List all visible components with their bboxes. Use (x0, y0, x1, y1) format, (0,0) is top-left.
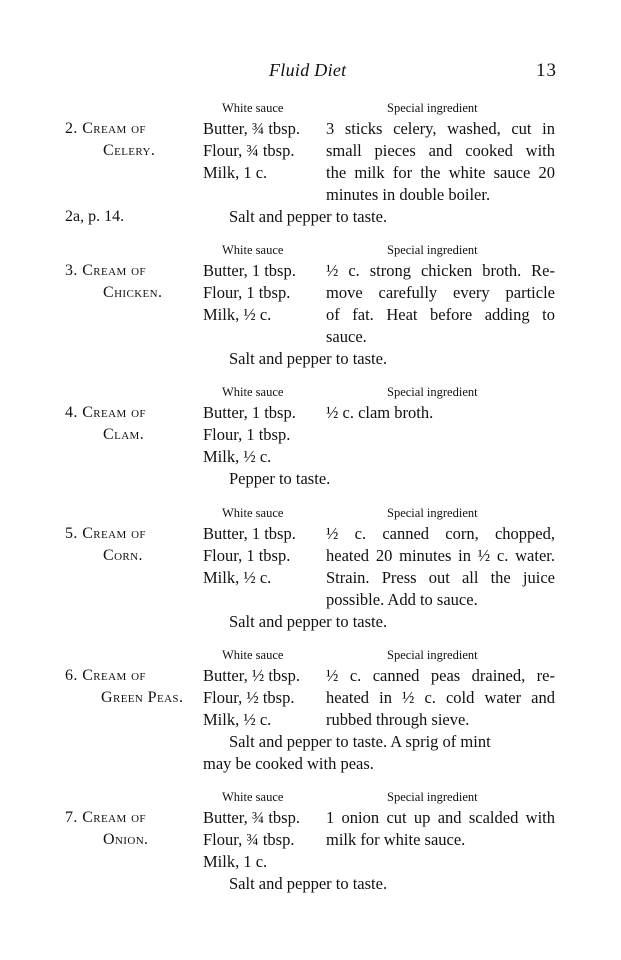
column-headings (0, 648, 621, 664)
page-number: 13 (536, 60, 557, 81)
white-sauce-item: Milk, ½ c. (203, 305, 272, 324)
white-sauce-heading: White sauce (222, 385, 284, 399)
white-sauce-list (203, 523, 296, 589)
special-line: ½ c. strong chicken broth. Re- (326, 261, 555, 280)
column-headings (0, 243, 621, 259)
running-title: Fluid Diet (269, 60, 347, 80)
special-ingredient-text (326, 523, 555, 611)
cross-reference: 2a, p. 14. (65, 208, 125, 225)
special-line: ½ c. clam broth. (326, 403, 434, 422)
recipe-name-line2: Celery. (103, 142, 156, 159)
special-line: rubbed through sieve. (326, 710, 470, 729)
special-line: sauce. (326, 327, 367, 346)
special-line: heated 20 minutes in ½ c. water. (326, 546, 555, 565)
special-line: heated in ½ c. cold water and (326, 688, 555, 707)
seasoning-note: Pepper to taste. (229, 469, 331, 488)
white-sauce-list (203, 118, 300, 184)
special-ingredient-text (326, 260, 555, 348)
white-sauce-item: Milk, 1 c. (203, 163, 268, 182)
special-line: of fat. Heat before adding to (326, 305, 555, 324)
special-line: small pieces and cooked with (326, 141, 555, 160)
white-sauce-item: Flour, ½ tbsp. (203, 688, 295, 707)
recipe-name-line1: 2. Cream of (65, 120, 146, 137)
special-ingredient-heading: Special ingredient (387, 101, 478, 115)
seasoning-note-continued: may be cooked with peas. (203, 754, 374, 773)
column-headings (0, 506, 621, 522)
white-sauce-item: Flour, ¾ tbsp. (203, 830, 295, 849)
special-line: ½ c. canned peas drained, re- (326, 666, 555, 685)
recipe-name-line1: 5. Cream of (65, 525, 146, 542)
white-sauce-item: Flour, 1 tbsp. (203, 546, 291, 565)
special-line: 3 sticks celery, washed, cut in (326, 119, 555, 138)
special-line: ½ c. canned corn, chopped, (326, 524, 555, 543)
white-sauce-item: Butter, ¾ tbsp. (203, 808, 300, 827)
special-ingredient-text (326, 807, 555, 851)
recipe-name-line1: 4. Cream of (65, 404, 146, 421)
special-line: minutes in double boiler. (326, 185, 491, 204)
white-sauce-item: Butter, ½ tbsp. (203, 666, 300, 685)
special-line: move carefully every particle (326, 283, 555, 302)
white-sauce-item: Flour, ¾ tbsp. (203, 141, 295, 160)
seasoning-note: Salt and pepper to taste. (229, 207, 388, 226)
special-ingredient-heading: Special ingredient (387, 648, 478, 662)
special-ingredient-heading: Special ingredient (387, 790, 478, 804)
recipe-name-line2: Onion. (103, 831, 149, 848)
white-sauce-item: Milk, 1 c. (203, 852, 268, 871)
white-sauce-item: Butter, 1 tbsp. (203, 524, 296, 543)
recipe-name-line1: 3. Cream of (65, 262, 146, 279)
column-headings (0, 101, 621, 117)
recipe-name-line2: Corn. (103, 547, 143, 564)
special-ingredient-text (326, 402, 555, 424)
special-line: the milk for the white sauce 20 (326, 163, 555, 182)
recipe-name-line1: 6. Cream of (65, 667, 146, 684)
white-sauce-item: Flour, 1 tbsp. (203, 425, 291, 444)
recipe-name-line2: Clam. (103, 426, 145, 443)
white-sauce-list (203, 665, 300, 731)
special-line: milk for white sauce. (326, 830, 466, 849)
white-sauce-heading: White sauce (222, 243, 284, 257)
seasoning-note: Salt and pepper to taste. (229, 874, 388, 893)
white-sauce-item: Milk, ½ c. (203, 447, 272, 466)
white-sauce-list (203, 260, 296, 326)
white-sauce-item: Butter, 1 tbsp. (203, 403, 296, 422)
seasoning-note: Salt and pepper to taste. A sprig of mint (229, 732, 491, 751)
special-line: Strain. Press out all the juice (326, 568, 555, 587)
recipe-name-line1: 7. Cream of (65, 809, 146, 826)
white-sauce-item: Milk, ½ c. (203, 568, 272, 587)
white-sauce-item: Flour, 1 tbsp. (203, 283, 291, 302)
white-sauce-heading: White sauce (222, 648, 284, 662)
special-ingredient-heading: Special ingredient (387, 385, 478, 399)
white-sauce-heading: White sauce (222, 506, 284, 520)
seasoning-note: Salt and pepper to taste. (229, 612, 388, 631)
column-headings (0, 790, 621, 806)
running-head (0, 60, 621, 84)
recipe-name-line2: Green Peas. (101, 689, 184, 706)
white-sauce-item: Milk, ½ c. (203, 710, 272, 729)
white-sauce-item: Butter, ¾ tbsp. (203, 119, 300, 138)
seasoning-note: Salt and pepper to taste. (229, 349, 388, 368)
special-ingredient-heading: Special ingredient (387, 506, 478, 520)
white-sauce-item: Butter, 1 tbsp. (203, 261, 296, 280)
special-line: possible. Add to sauce. (326, 590, 478, 609)
column-headings (0, 385, 621, 401)
recipe-name-line2: Chicken. (103, 284, 163, 301)
white-sauce-list (203, 402, 296, 468)
white-sauce-heading: White sauce (222, 790, 284, 804)
special-ingredient-text (326, 665, 555, 731)
special-ingredient-text (326, 118, 555, 206)
special-line: 1 onion cut up and scalded with (326, 808, 555, 827)
white-sauce-heading: White sauce (222, 101, 284, 115)
white-sauce-list (203, 807, 300, 873)
special-ingredient-heading: Special ingredient (387, 243, 478, 257)
